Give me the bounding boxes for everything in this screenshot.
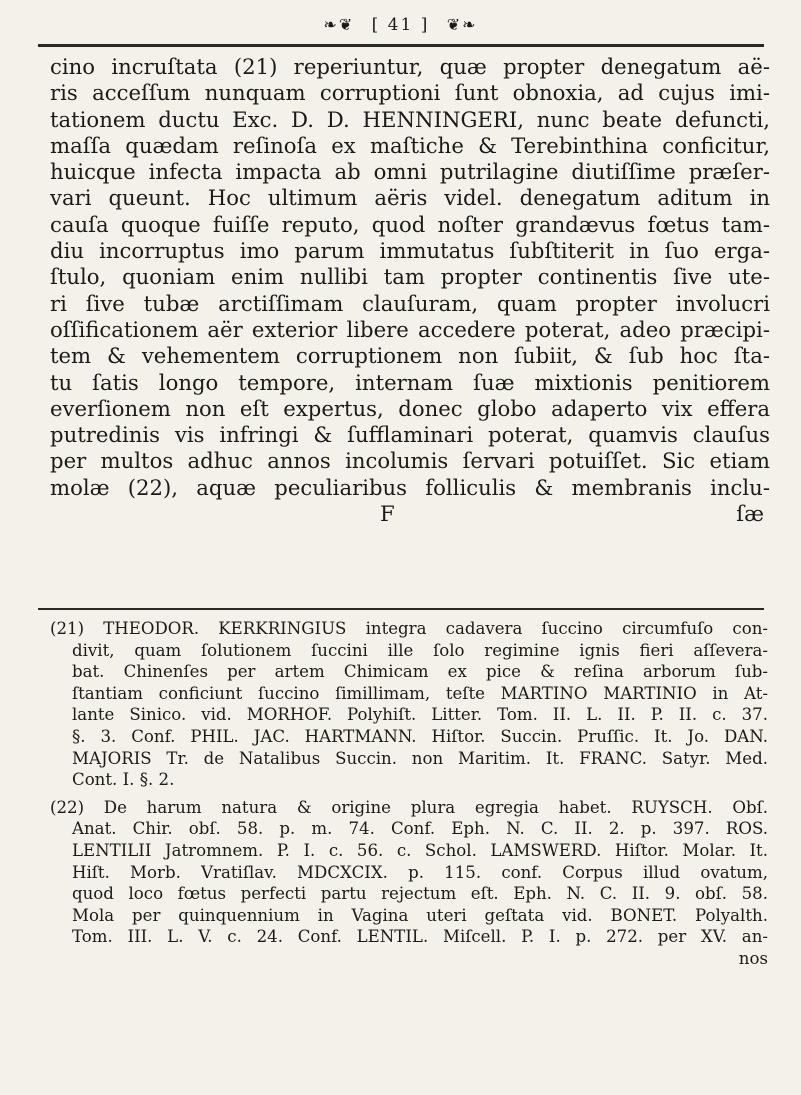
footnote-line: Cont. I. §. 2. — [72, 770, 175, 790]
body-line: per multos adhuc annos incolumis ſervari potuiſſet. Sic etiam — [50, 448, 770, 474]
body-line: ri ſive tubæ arctiſſimam clauſuram, quam propter involucri — [50, 290, 770, 316]
footnote-line: lante Sinico. vid. MORHOF. Polyhiſt. Litter. Tom. II. L. II. P. II. c. 37. — [72, 705, 768, 725]
body-line: molæ (22), aquæ peculiaribus folliculis & membranis inclu- — [50, 474, 770, 500]
body-line: vari queunt. Hoc ultimum aëris videl. denegatum aditum in — [50, 185, 770, 211]
body-line: cino incruſtata (21) reperiuntur, quæ propter denegatum aë- — [50, 54, 770, 79]
body-line: tationem ductu Exc. D. D. HENNINGERI, nunc beate defuncti, — [50, 106, 770, 132]
footnote-21 — [50, 618, 768, 791]
body-line: ris acceſſum nunquam corruptioni ſunt obnoxia, ad cujus imi- — [50, 80, 770, 106]
footnote-line: ſtantiam conficiunt ſuccino ſimillimam, teſte MARTINO MARTINIO in At- — [72, 683, 768, 703]
footnote-line: LENTILII Jatromnem. P. I. c. 56. c. Schol. LAMSWERD. Hiſtor. Molar. It. — [72, 840, 768, 860]
footnote-line: MAJORIS Tr. de Natalibus Succin. non Maritim. It. FRANC. Satyr. Med. — [72, 748, 768, 768]
footnote-line: Tom. III. L. V. c. 24. Conf. LENTIL. Miſcell. P. I. p. 272. per XV. an- — [72, 927, 768, 947]
fleuron-right-icon: ❦❧ — [446, 15, 478, 34]
footnote-rule — [38, 608, 764, 610]
footnote-22 — [50, 797, 768, 970]
footnote-line: quod loco fœtus perfecti partu rejectum eſt. Eph. N. C. II. 9. obſ. 58. — [72, 884, 768, 904]
running-header — [0, 14, 801, 35]
page-number: [ 41 ] — [371, 14, 430, 35]
fleuron-left-icon: ❧❦ — [323, 15, 355, 34]
body-line: oſſificationem aër exterior libere accedere poterat, adeo præcipi- — [50, 316, 770, 342]
body-line: tu ſatis longo tempore, internam ſuæ mixtionis penitiorem — [50, 369, 770, 395]
body-line: ſtulo, quoniam enim nullibi tam propter continentis ſive ute- — [50, 264, 770, 290]
body-line: cauſa quoque fuiſſe reputo, quod noſter grandævus fœtus tam- — [50, 211, 770, 237]
footnote-line: divit, quam ſolutionem ſuccini ille ſolo regimine ignis fieri aſſevera- — [72, 640, 768, 660]
footnote-line: Anat. Chir. obſ. 58. p. m. 74. Conf. Eph. N. C. II. 2. p. 397. ROS. — [72, 819, 768, 839]
footnote-line: §. 3. Conf. PHIL. JAC. HARTMANN. Hiſtor. Succin. Pruſſic. It. Jo. DAN. — [72, 726, 768, 746]
footnote-line: (22) De harum natura & origine plura egregia habet. RUYSCH. Obſ. — [50, 797, 768, 817]
header-rule — [38, 44, 764, 47]
catchword: ſæ — [736, 501, 764, 527]
body-line: tem & vehementem corruptionem non ſubiit, & ſub hoc ſta- — [50, 343, 770, 369]
body-line: diu incorruptus imo parum immutatus ſubſtiterit in ſuo erga- — [50, 238, 770, 264]
footnote-line: Hiſt. Morb. Vratiſlav. MDCXCIX. p. 115. conf. Corpus illud ovatum, — [72, 862, 768, 882]
signature-row — [50, 501, 770, 527]
body-line: putredinis vis infringi & ſufflaminari poterat, quamvis clauſus — [50, 422, 770, 448]
footnote-line: bat. Chinenſes per artem Chimicam ex pice & reſina arborum ſub- — [72, 662, 768, 682]
body-line: everſionem non eſt expertus, donec globo adaperto vix effera — [50, 395, 770, 421]
footnote-line: (21) THEODOR. KERKRINGIUS integra cadavera ſuccino circumfuſo con- — [50, 619, 768, 638]
footnotes — [50, 618, 768, 970]
footnote-catchword: nos — [738, 948, 768, 968]
footnote-line: Mola per quinquennium in Vagina uteri geſtata vid. BONET. Polyalth. — [72, 905, 768, 925]
body-line: huicque infecta impacta ab omni putrilagine diutiſſime præſer- — [50, 159, 770, 185]
main-text — [50, 54, 770, 527]
signature-mark: F — [380, 501, 395, 527]
body-line: maſſa quædam reſinoſa ex maſtiche & Terebinthina conficitur, — [50, 132, 770, 158]
